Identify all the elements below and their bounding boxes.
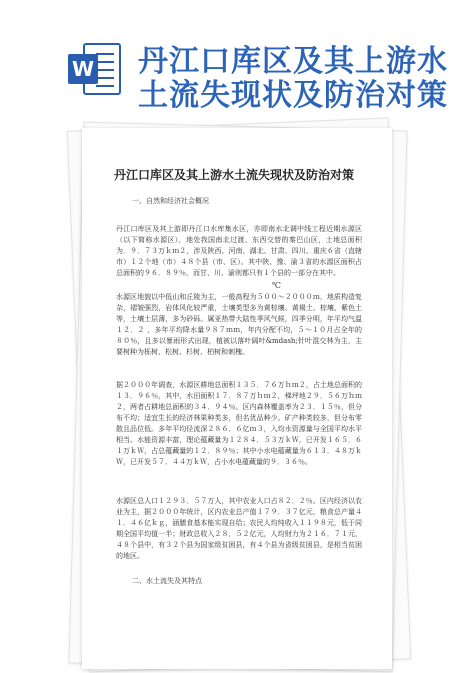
document-page bbox=[82, 128, 392, 669]
logo-letter: W bbox=[71, 57, 95, 81]
paragraph-3: 据２０００年调查，水源区耕地总面积１３５．７６万ｈｍ２，占土地总面积的１３．９６％，其中，水田面积１７．８７万ｈｍ２，梯坪地２９．５６万ｈｍ２，两者占耕地总面积的３４．９４％。区内森林覆盖率为２３．１５％，但分布不均；适宜生长的经济林果种类多，但名优品种少。矿产种类较多，但分布零散且品位低。多年平均径流深２８６．６亿ｍ３，入均水资源量与全国平均水平相当。水能资源丰富，理论蕴藏量为１２８４．５３万ｋＷ，已开发１６５．６１万ｋＷ，占总蕴藏量的１２．８９％；其中小水电蕴藏量为６１３．４８万ｋＷ，已开发５７．４４万ｋＷ，占小水电蕴藏量的９．３６％。 bbox=[116, 381, 362, 466]
paragraph-4: 水源区总人口１２９３．５７万人，其中农业人口占８２．２％。区内经济以农业为主，据２０００年统计，区内农业总产值１７９．３７亿元，粮食总产量４１．４６亿ｋｇ，涵膳食基本能实现自给；农民人均纯收入１１９８元，低于同期全国平均值一半；财政总收入２８．５２亿元，人均财力为２１６．７１元，４８个县中，有３２个县为国家级贫困县，有４个县为省级贫困县，是相当贫困的地区。 bbox=[116, 497, 362, 560]
header-banner bbox=[0, 0, 474, 120]
word-document-icon bbox=[66, 40, 124, 98]
section-heading-2: 二、水土流失及其特点 bbox=[132, 577, 202, 585]
banner-title-line-1: 丹江口库区及其上游水 bbox=[138, 44, 448, 79]
paragraph-2: 水源区地貌以中低山和丘陵为主，一般高程为５００～２０００ｍ，地质构造复杂，褶皱强烈，岩体风化较严重，土壤类型多为黄棕壤、黄褐土、棕壤、紫色土等，土壤土层薄，多为砂砾。属亚热带大陆性季风气候，四季分明，年平均气温１２．２ ，多年平均降水量９８７ｍｍ，年内分配不均，５～１０月占全年的８０％，且多以暴雨形式出现，植被以落叶阔叶&mdash;针叶混交林为主，主要树种为栎树、松树、杉树、柏树和刺槐。 bbox=[116, 293, 362, 356]
banner-title-line-2: 土流失现状及防治对策 bbox=[138, 78, 448, 113]
section-heading-1: 一、自然和经济社会概况 bbox=[132, 197, 209, 205]
degree-celsius-symbol: ℃ bbox=[272, 281, 281, 290]
paragraph-1: 丹江口库区及其上游即丹江口水库集水区，亦即南水北调中线工程近期水源区（以下简称水源区），地处我国南北过渡、东西交替的秦巴山区，土地总面积为．９．７３万ｋｍ２，涉及陕西、河南、湖北、甘肃、四川、重庆６省（直辖市）１２个地（市）４８个县（市、区）。其中陕、豫、渝３省的水源区面积占总面积的９６．８９％，而甘、川、渝则都只有１个县的一部分在其中。 bbox=[116, 225, 362, 277]
document-title: 丹江口库区及其上游水土流失现状及防治对策 bbox=[114, 168, 355, 182]
